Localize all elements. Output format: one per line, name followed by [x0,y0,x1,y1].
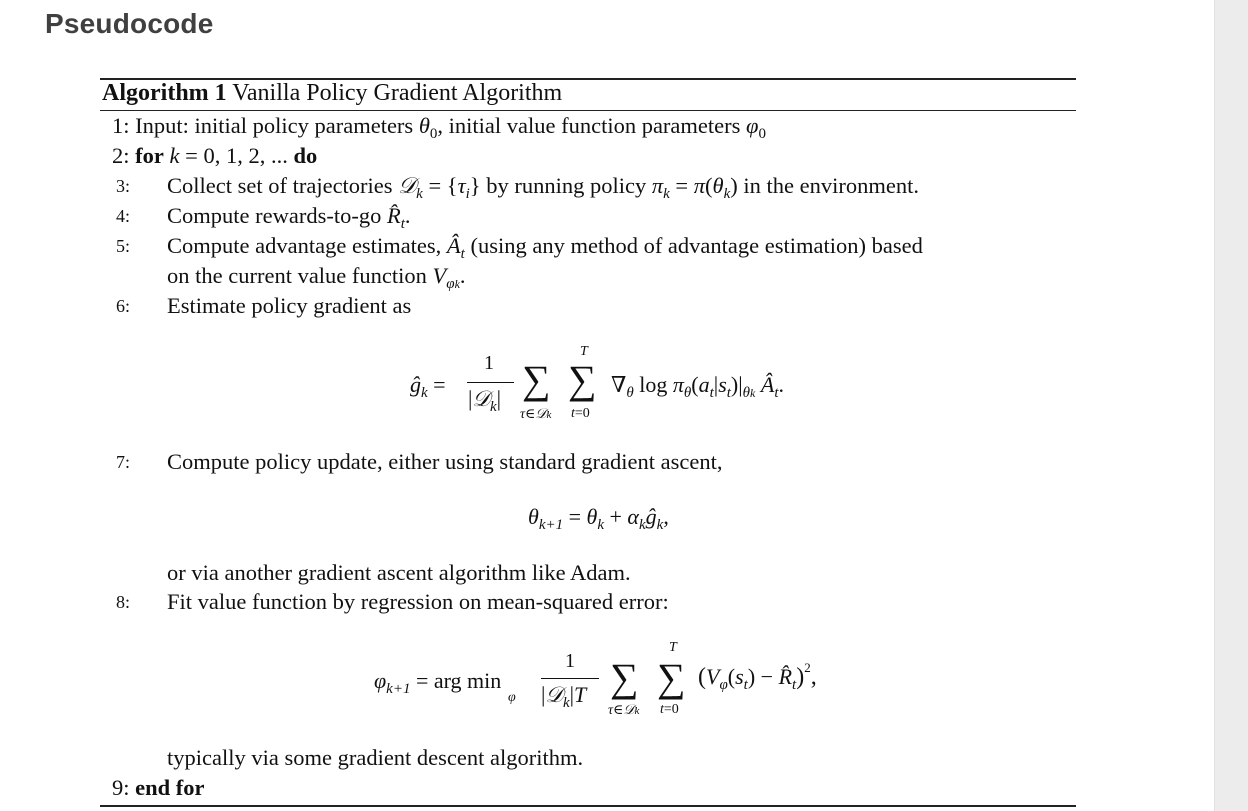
step-4-text: Compute rewards-to-go $R̂_t$. [167,203,411,232]
argmin-subscript: φ [508,690,516,705]
sum-limit-tau: τ∈𝒟k [520,407,552,422]
algorithm-caption-rule [100,110,1076,111]
scrollbar[interactable] [1214,0,1248,811]
sum-symbol-tau: ∑ [522,357,551,402]
sum-symbol-t: ∑ [568,357,597,402]
fraction-bar [467,382,514,383]
sum-lower-t-2: t=0 [660,702,679,717]
sum-lower-t: t=0 [571,406,590,421]
step-4-number: 4: [115,206,130,226]
fraction-denominator-2: |𝒟$_k$|T [541,682,587,711]
step-2-for-keyword: for [135,143,164,168]
fraction-numerator: 1 [484,352,494,374]
fraction-denominator: |𝒟$_k$| [468,386,502,415]
step-5-number: 5: [115,236,130,256]
page-title: Pseudocode [45,8,214,39]
step-7-text: Compute policy update, either using standard gradient ascent, [167,449,723,474]
step-1-number: 1: [112,113,130,138]
algorithm-label: Algorithm 1 [102,80,227,106]
step-6-text: Estimate policy gradient as [167,293,412,318]
fraction-numerator-2: 1 [565,650,575,672]
sum-upper-t: T [580,344,588,359]
phi-lhs: $\varphi_{k+1}$ = arg min [374,668,502,697]
step-8-text-cont: typically via some gradient descent algorithm. [167,745,584,770]
sum-upper-t-2: T [669,640,677,655]
squared-error-term: ($V_\varphi(s_t)$ − $R̂_t)^2$, [698,660,817,693]
g-hat-lhs: $ĝ_k$ = [410,372,446,401]
step-5-text-cont: on the current value function $V_{\varphi k}$. [167,263,466,292]
step-3-text: Collect set of trajectories 𝒟$_k$ = $\{\tau_i\}$ by running policy $\pi_k = \pi(\theta_k)$ in the environment. [167,173,919,202]
sum-limit-tau-2: τ∈𝒟k [608,703,640,718]
step-2-do-keyword: do [293,143,318,168]
step-9 [112,774,205,802]
step-1-text: Input: initial policy parameters $\theta_0$, initial value function parameters $\varphi_0$ [135,113,766,142]
step-8-text: Fit value function by regression on mean-squared error: [167,589,669,614]
algorithm-bottom-rule [100,805,1076,807]
step-2-range: k = 0, 1, 2, ... [169,143,288,168]
sum-symbol-t-2: ∑ [657,655,686,700]
algorithm-caption [102,80,562,107]
algorithm-title: Vanilla Policy Gradient Algorithm [232,80,563,106]
fraction-bar-2 [541,678,599,679]
grad-log-term: $\nabla_\theta$ $\log \pi_\theta(a_t|s_t)|_{\theta k}$ $Â_t$. [611,372,784,401]
step-5-text: Compute advantage estimates, $Â_t$ (using any method of advantage estimation) based [167,233,923,262]
step-9-end-for-keyword: end for [135,775,205,800]
step-6-number: 6: [115,296,130,316]
step-3-number: 3: [115,176,130,196]
step-2 [112,142,317,170]
step-8-number: 8: [115,592,130,612]
step-1 [112,112,766,143]
policy-update-equation: $\theta_{k+1} = \theta_k$ + $\alpha_kĝ_k$, [528,504,669,533]
step-2-number: 2: [112,143,130,168]
step-7-text-cont: or via another gradient ascent algorithm like Adam. [167,560,631,585]
step-7-number: 7: [115,452,130,472]
step-9-number: 9: [112,775,130,800]
sum-symbol-tau-2: ∑ [610,655,639,700]
